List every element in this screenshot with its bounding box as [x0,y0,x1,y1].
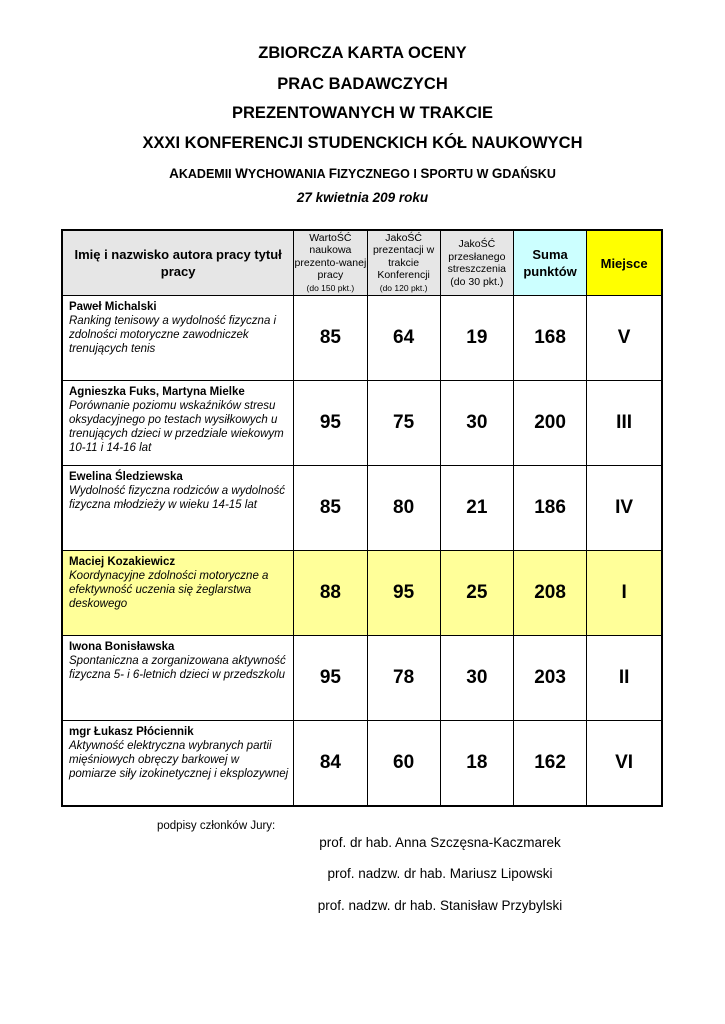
score-abstract: 25 [440,551,513,636]
entry-info [62,296,294,381]
author-name: Iwona Bonisławska [69,641,175,653]
score-presentation: 95 [367,551,440,636]
score-abstract: 30 [440,636,513,721]
author-name: mgr Łukasz Płóciennik [69,726,194,738]
score-sum: 200 [513,381,586,466]
score-abstract: 30 [440,381,513,466]
score-table [61,229,663,807]
score-value: 85 [294,296,367,381]
author-name: Agnieszka Fuks, Martyna Mielke [69,386,245,398]
col-header-abstract: JakoŚĆ przesłanego streszczenia (do 30 pkt.) [440,230,513,296]
score-presentation: 64 [367,296,440,381]
author-name: Ewelina Śledziewska [69,471,183,483]
place: IV [587,466,662,551]
score-value: 88 [294,551,367,636]
col-header-sum: Suma punktów [513,230,586,296]
table-row [62,466,662,551]
table-row [62,636,662,721]
author-name: Paweł Michalski [69,301,157,313]
place: VI [587,721,662,807]
score-value: 84 [294,721,367,807]
paper-title: Aktywność elektryczna wybranych partii mięśniowych obręczy barkowej w pomiarze siły izokinetycznej i eksplozywnej [69,740,289,780]
score-abstract: 21 [440,466,513,551]
author-name: Maciej Kozakiewicz [69,556,176,568]
entry-info [62,636,294,721]
score-presentation: 80 [367,466,440,551]
title-line-1: ZBIORCZA KARTA OCENY [258,44,467,62]
col-header-presentation-main: JakoŚĆ prezentacji w trakcie Konferencji [372,231,435,282]
entry-info [62,381,294,466]
conference-date: 27 kwietnia 209 roku [296,190,429,205]
score-presentation: 78 [367,636,440,721]
score-sum: 208 [513,551,586,636]
jury-member-3: prof. nadzw. dr hab. Stanisław Przybylski [317,898,563,913]
score-sum: 186 [513,466,586,551]
score-abstract: 19 [440,296,513,381]
col-header-presentation-sub: (do 120 pkt.) [379,282,428,293]
place: V [587,296,662,381]
jury-member-2: prof. nadzw. dr hab. Mariusz Lipowski [327,866,553,881]
score-sum: 168 [513,296,586,381]
score-sum: 162 [513,721,586,807]
score-presentation: 75 [367,381,440,466]
table-row [62,381,662,466]
place: I [587,551,662,636]
col-header-value-main: WartoŚĆ naukowa prezento-wanej pracy [294,231,367,282]
score-value: 95 [294,381,367,466]
col-header-value [294,230,367,296]
header-row [62,230,662,296]
entry-info [62,466,294,551]
col-header-value-sub: (do 150 pkt.) [306,282,355,293]
jury-member-1: prof. dr hab. Anna Szczęsna-Kaczmarek [319,835,561,850]
score-abstract: 18 [440,721,513,807]
table-row [62,551,662,636]
paper-title: Koordynacyjne zdolności motoryczne a efektywność uczenia się żeglarstwa deskowego [69,570,269,610]
score-value: 85 [294,466,367,551]
score-value: 95 [294,636,367,721]
entry-info [62,551,294,636]
entry-info [62,721,294,807]
col-header-place: Miejsce [587,230,662,296]
institution [0,166,725,181]
title-line-2: PRAC BADAWCZYCH [277,75,448,93]
paper-title: Ranking tenisowy a wydolność fizyczna i zdolności motoryczne zawodniczek trenujących tenis [69,315,277,355]
institution-text: AKADEMII WYCHOWANIA FIZYCZNEGO I SPORTU W GDAŃSKU [169,166,556,181]
signatures-label: podpisy członków Jury: [157,820,276,832]
paper-title: Wydolność fizyczna rodziców a wydolność fizyczna młodzieży w wieku 14-15 lat [69,485,286,511]
score-presentation: 60 [367,721,440,807]
table-row [62,721,662,807]
paper-title: Porównanie poziomu wskaźników stresu oksydacyjnego po testach wysiłkowych u trenujących dzieci w przedziale wiekowym 10-11 i 14-16 lat [69,400,284,454]
col-header-name: Imię i nazwisko autora pracy tytuł pracy [62,230,294,296]
title-line-3: PREZENTOWANYCH W TRAKCIE [232,104,493,122]
title-line-4: XXXI KONFERENCJI STUDENCKICH KÓŁ NAUKOWYCH [142,134,583,152]
place: II [587,636,662,721]
place: III [587,381,662,466]
score-sum: 203 [513,636,586,721]
table-row [62,296,662,381]
col-header-presentation [367,230,440,296]
paper-title: Spontaniczna a zorganizowana aktywność fizyczna 5- i 6-letnich dzieci w przedszkolu [69,655,286,681]
